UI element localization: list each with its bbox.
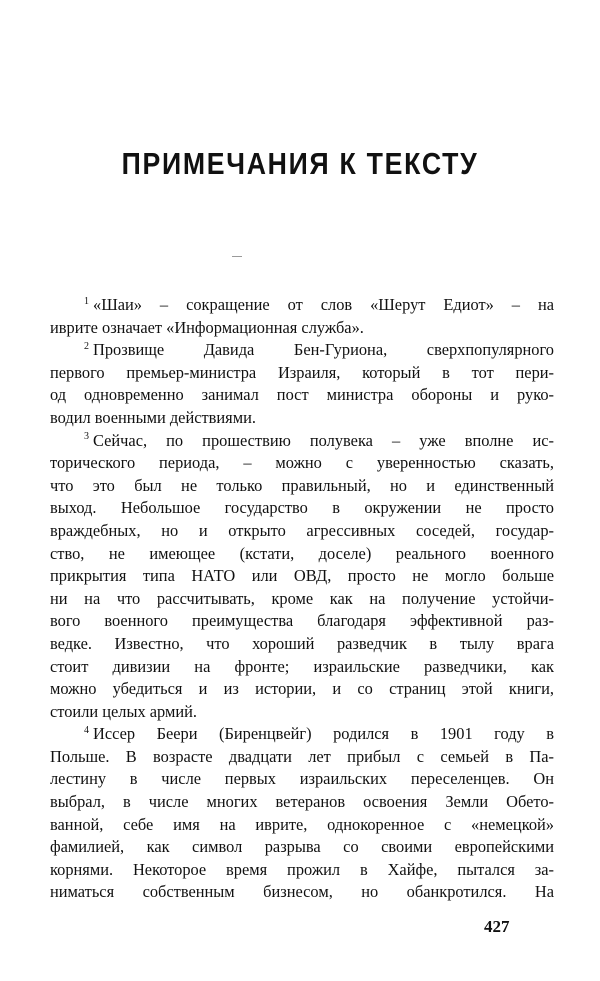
scan-speck xyxy=(232,256,242,257)
footnote-number: 2 xyxy=(84,340,89,352)
note-line xyxy=(50,294,554,317)
note-text: ведке. Известно, что хороший разведчик в тылу врага xyxy=(50,633,554,653)
note-text: корнями. Некоторое время прожил в Хайфе, пытался за- xyxy=(50,859,554,879)
note-text: первого премьер-министра Израиля, который в тот пери- xyxy=(50,362,554,382)
note-line xyxy=(50,475,554,498)
note-line xyxy=(50,768,554,791)
note-line xyxy=(50,836,554,859)
note-text: иврите означает «Информационная служба». xyxy=(50,317,364,337)
page-title: ПРИМЕЧАНИЯ К ТЕКСТУ xyxy=(121,146,479,181)
note-text: прикрытия типа НАТО или ОВД, просто не могло больше xyxy=(50,566,554,586)
note-line xyxy=(50,520,554,543)
note-line xyxy=(50,543,554,566)
note-text: торического периода, – можно с уверенностью сказать, xyxy=(50,453,554,473)
note-text: Сейчас, по прошествию полувека – уже вполне ис- xyxy=(93,430,554,450)
note-text: лестину в числе первых израильских переселенцев. Он xyxy=(50,769,554,789)
note-line xyxy=(50,430,554,453)
note-text: Иссер Беери (Биренцвейг) родился в 1901 году в xyxy=(93,724,554,744)
note-text: «Шаи» – сокращение от слов «Шерут Едиот» – на xyxy=(93,295,554,314)
note-text: враждебных, но и открыто агрессивных соседей, государ- xyxy=(50,520,554,540)
footnotes xyxy=(50,294,554,904)
note-text: вого военного преимущества благодаря эффективной раз- xyxy=(50,611,554,631)
note-line xyxy=(50,384,554,407)
note-text: ство, не имеющее (кстати, доселе) реального военного xyxy=(50,543,554,563)
note-text: стоили целых армий. xyxy=(50,701,198,721)
note-line xyxy=(50,723,554,746)
note-text: ниматься собственным бизнесом, но обанкротился. На xyxy=(50,882,554,902)
note-text: выбрал, в числе многих ветеранов освоения Земли Обето- xyxy=(50,792,554,812)
note-line xyxy=(50,701,554,724)
footnote-number: 4 xyxy=(84,724,89,736)
note-text: фамилией, как символ разрыва со своими европейскими xyxy=(50,837,554,857)
note-line xyxy=(50,497,554,520)
note-line xyxy=(50,565,554,588)
note-line xyxy=(50,339,554,362)
page-number: 427 xyxy=(484,917,510,936)
note-line xyxy=(50,746,554,769)
note-line xyxy=(50,678,554,701)
note-text: выход. Небольшое государство в окружении не просто xyxy=(50,498,554,518)
footnote-number: 3 xyxy=(84,431,89,443)
note-text: од одновременно занимал пост министра обороны и руко- xyxy=(50,385,554,405)
note-line xyxy=(50,633,554,656)
note-text: стоит дивизии на фронте; израильские разведчики, как xyxy=(50,656,554,676)
note-line xyxy=(50,656,554,679)
note-text: Польше. В возрасте двадцати лет прибыл с семьей в Па- xyxy=(50,746,554,766)
note-text: Прозвище Давида Бен-Гуриона, сверхпопулярного xyxy=(93,340,554,360)
note-line xyxy=(50,317,554,340)
note-text: водил военными действиями. xyxy=(50,407,256,427)
note-line xyxy=(50,452,554,475)
note-line xyxy=(50,859,554,882)
footnote-number: 1 xyxy=(84,295,89,307)
note-line xyxy=(50,362,554,385)
note-line xyxy=(50,407,554,430)
note-line xyxy=(50,814,554,837)
note-line xyxy=(50,610,554,633)
note-text: можно убедиться и из истории, и со страниц этой книги, xyxy=(50,679,554,699)
note-text: что это был не только правильный, но и единственный xyxy=(50,475,554,495)
note-text: ни на что рассчитывать, кроме как на получение устойчи- xyxy=(50,588,554,608)
note-line xyxy=(50,588,554,611)
note-line xyxy=(50,791,554,814)
note-text: ванной, себе имя на иврите, однокоренное с «немецкой» xyxy=(50,814,554,834)
note-line xyxy=(50,881,554,904)
